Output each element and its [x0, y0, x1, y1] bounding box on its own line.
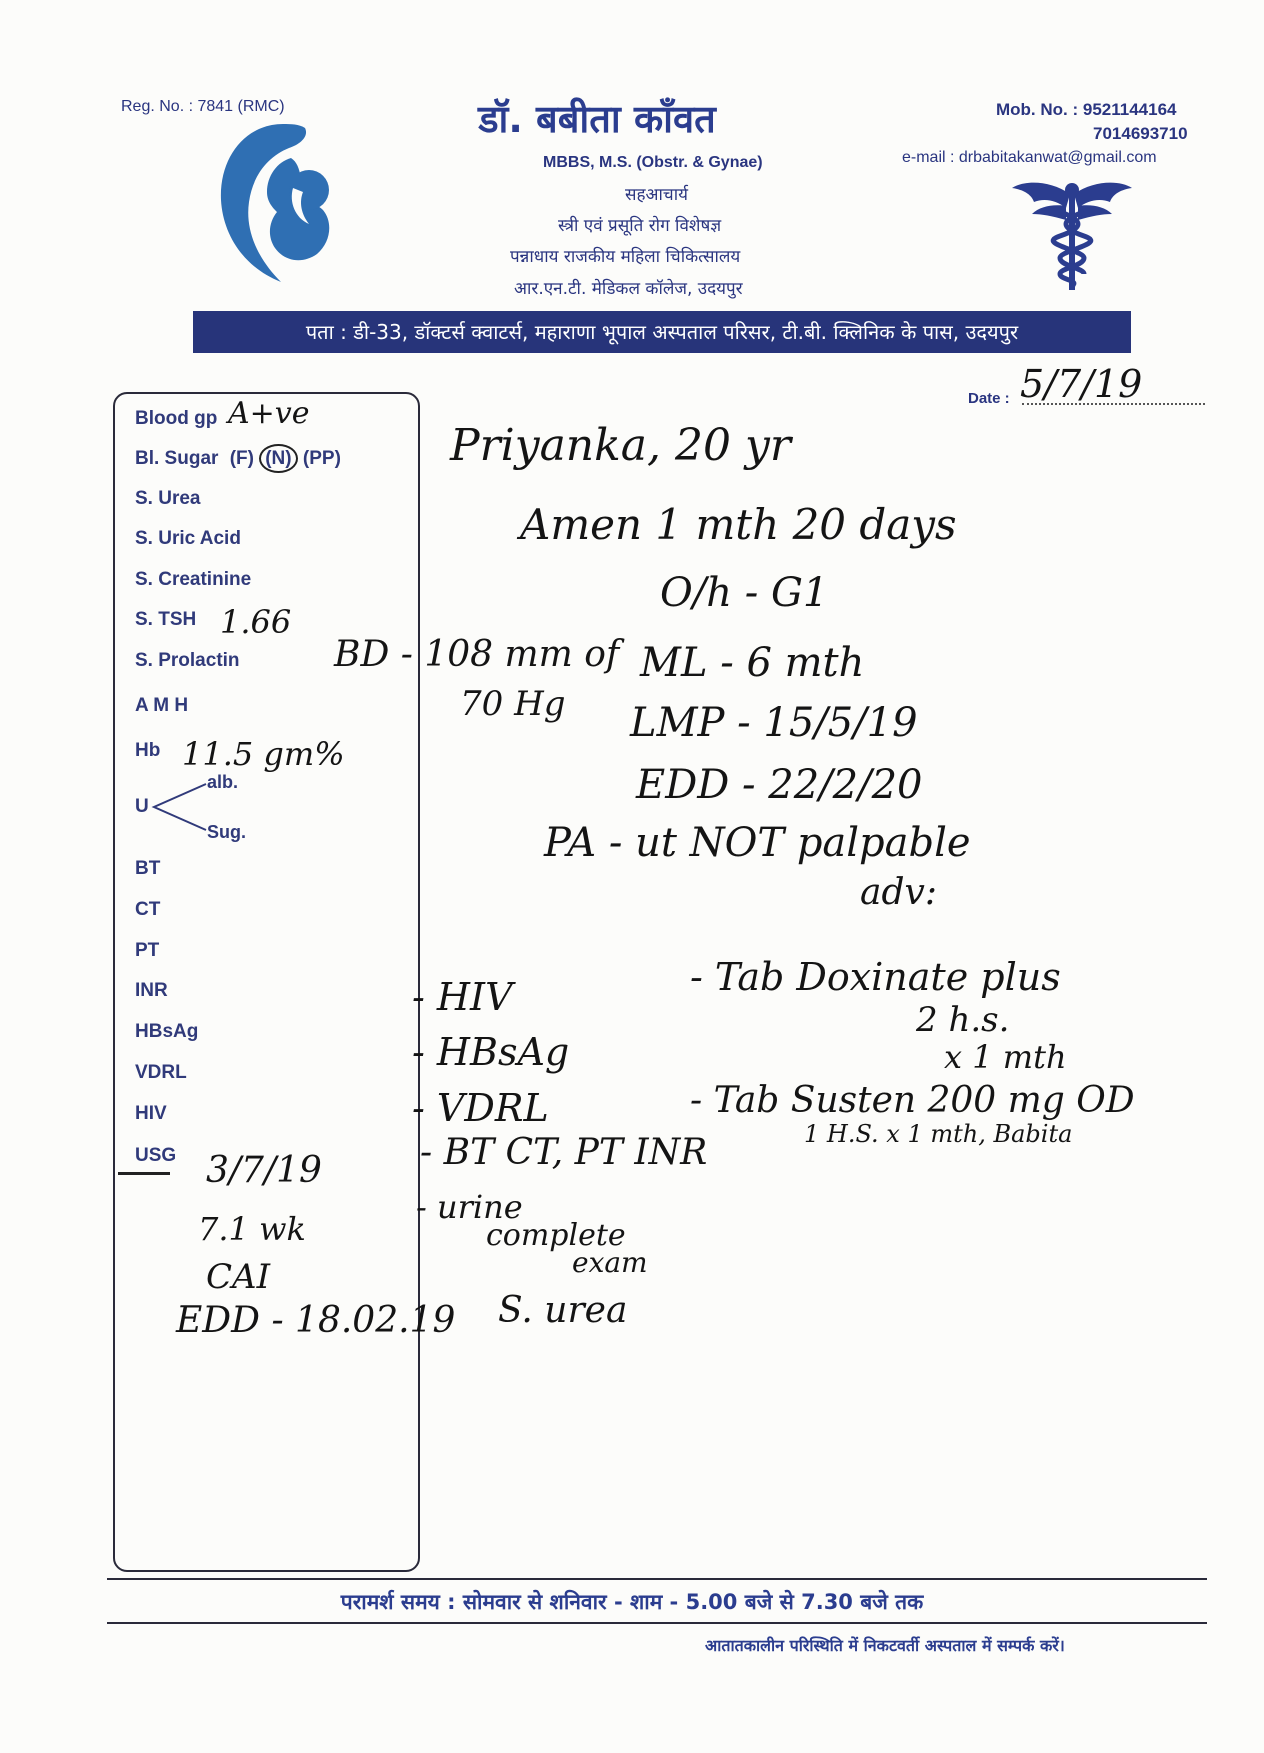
- lab-urine: U: [135, 796, 149, 817]
- caduceus-icon: [1010, 176, 1134, 292]
- note-patient: Priyanka, 20 yr: [450, 420, 791, 471]
- note-obstetric-history: O/h - G1: [660, 570, 829, 616]
- mobile-number: Mob. No. : 9521144164: [996, 100, 1177, 119]
- consultation-timing: [0, 1588, 1264, 1616]
- lab-blood-sugar-label: Bl. Sugar: [135, 448, 219, 469]
- urine-bracket-icon: [150, 780, 210, 834]
- college-name: आर.एन.टी. मेडिकल कॉलेज, उदयपुर: [514, 279, 743, 299]
- hb-value: 11.5 gm%: [182, 735, 345, 773]
- note-amenorrhea: Amen 1 mth 20 days: [520, 500, 957, 549]
- usg-weeks-value: 7.1 wk: [198, 1210, 306, 1248]
- note-rx-doxinate-dose: 2 h.s.: [916, 1000, 1010, 1040]
- lab-s-urea: S. Urea: [135, 488, 201, 509]
- footer-line-top: [107, 1578, 1207, 1580]
- note-pa: PA - ut NOT palpable: [544, 820, 971, 866]
- doctor-specialty: स्त्री एवं प्रसूति रोग विशेषज्ञ: [558, 216, 722, 236]
- reg-number: Reg. No. : 7841 (RMC): [121, 98, 285, 115]
- note-inv-urine: - urine: [416, 1188, 523, 1226]
- note-lmp: LMP - 15/5/19: [630, 700, 918, 746]
- lab-blood-sugar: [135, 448, 341, 470]
- emergency-note: आतातकालीन परिस्थिति में निकटवर्ती अस्पताल में सम्पर्क करें।: [705, 1636, 1065, 1655]
- tsh-value: 1.66: [220, 603, 292, 641]
- lab-amh: A M H: [135, 695, 189, 716]
- note-inv-coag: - BT CT, PT INR: [420, 1132, 708, 1173]
- usg-cai-value: CAI: [206, 1257, 270, 1297]
- hospital-name: पन्नाधाय राजकीय महिला चिकित्सालय: [510, 247, 741, 267]
- lab-ct: CT: [135, 899, 161, 920]
- note-rx-doxinate-duration: x 1 mth: [944, 1038, 1067, 1076]
- note-rx-susten-dose: 1 H.S. x 1 mth, Babita: [804, 1120, 1073, 1148]
- note-ml: ML - 6 mth: [640, 640, 865, 686]
- note-edd: EDD - 22/2/20: [636, 762, 923, 808]
- footer-line-bottom: [107, 1622, 1207, 1624]
- note-inv-hbsag: - HBsAg: [412, 1030, 570, 1074]
- lab-hb: Hb: [135, 740, 161, 761]
- note-advice: adv:: [860, 872, 937, 913]
- mobile-number-2: 7014693710: [1093, 124, 1188, 143]
- lab-hiv: HIV: [135, 1103, 167, 1124]
- lab-hbsag: HBsAg: [135, 1021, 199, 1042]
- date-value: 5/7/19: [1020, 362, 1143, 406]
- usg-date-value: 3/7/19: [206, 1150, 322, 1191]
- email-address: e-mail : drbabitakanwat@gmail.com: [902, 149, 1157, 166]
- usg-edd-value: EDD - 18.02.19: [176, 1300, 456, 1341]
- note-inv-s-urea: S. urea: [498, 1290, 628, 1331]
- lab-s-uric-acid: S. Uric Acid: [135, 528, 241, 549]
- usg-underline: [118, 1172, 170, 1175]
- lab-sugar-normal: (N): [259, 444, 297, 473]
- blood-group-value: A+ve: [228, 396, 310, 431]
- note-inv-vdrl: - VDRL: [412, 1086, 549, 1130]
- address-text: पता : डी-33, डॉक्टर्स क्वाटर्स, महाराणा भूपाल अस्पताल परिसर, टी.बी. क्लिनिक के पास, उदयपुर: [305, 320, 1019, 344]
- lab-bt: BT: [135, 858, 161, 879]
- note-inv-urine-complete: complete: [486, 1218, 626, 1253]
- note-rx-susten: - Tab Susten 200 mg OD: [690, 1080, 1135, 1121]
- note-rx-doxinate: - Tab Doxinate plus: [690, 955, 1061, 999]
- doctor-name-text: डॉ. बबीता कॉंवत: [478, 97, 716, 141]
- lab-sugar-pp: (PP): [302, 448, 341, 469]
- date-label: Date :: [968, 390, 1010, 407]
- doctor-degree: MBBS, M.S. (Obstr. & Gynae): [543, 154, 763, 171]
- lab-urine-albumin: alb.: [207, 772, 239, 792]
- lab-inr: INR: [135, 980, 168, 1001]
- lab-pt: PT: [135, 940, 160, 961]
- address-banner: [193, 311, 1131, 353]
- doctor-designation: सहआचार्य: [625, 185, 688, 205]
- lab-urine-sugar: Sug.: [207, 822, 246, 842]
- note-bp: BD - 108 mm of: [334, 634, 620, 675]
- lab-s-creatinine: S. Creatinine: [135, 569, 252, 590]
- lab-usg: USG: [135, 1145, 177, 1166]
- lab-sugar-fasting: (F): [229, 448, 254, 469]
- note-bp-diastolic: 70 Hg: [460, 684, 566, 724]
- lab-blood-group: Blood gp: [135, 408, 218, 429]
- lab-vdrl: VDRL: [135, 1062, 187, 1083]
- consultation-timing-text: परामर्श समय : सोमवार से शनिवार - शाम - 5.00 बजे से 7.30 बजे तक: [340, 1590, 924, 1614]
- note-inv-hiv: - HIV: [412, 975, 513, 1019]
- lab-s-prolactin: S. Prolactin: [135, 650, 240, 671]
- note-inv-urine-exam: exam: [572, 1246, 648, 1279]
- lab-s-tsh: S. TSH: [135, 609, 197, 630]
